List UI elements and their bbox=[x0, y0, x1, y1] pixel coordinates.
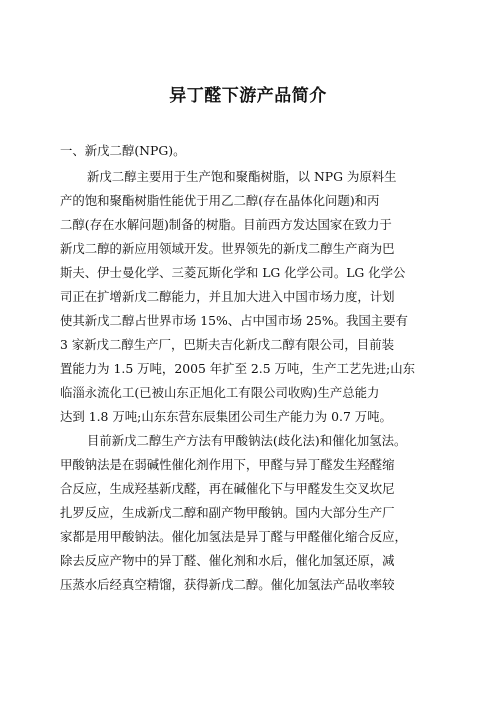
paragraph-line: 目前新戊二醇生产方法有甲酸钠法(歧化法)和催化加氢法。 bbox=[87, 433, 407, 448]
paragraph-line: 新戊二醇的新应用领域开发。世界领先的新戊二醇生产商为巴 bbox=[60, 241, 395, 256]
paragraph-line: 家都是用甲酸钠法。催化加氢法是异丁醛与甲醛催化缩合反应， bbox=[60, 529, 407, 544]
paragraph-line: 司正在扩增新戊二醇能力，并且加大进入中国市场力度，计划 bbox=[60, 289, 395, 304]
paragraph-line: 二醇(存在水解问题)制备的树脂。目前西方发达国家在致力于 bbox=[60, 217, 392, 232]
paragraph-line: 产的饱和聚酯树脂性能优于用乙二醇(存在晶体化问题)和丙 bbox=[60, 193, 380, 208]
document-title: 异丁醛下游产品简介 bbox=[169, 86, 327, 106]
paragraph-line: 使其新戊二醇占世界市场 15%、占中国市场 25%。我国主要有 bbox=[60, 313, 408, 328]
paragraph-line: 扎罗反应，生成新戊二醇和副产物甲酸钠。国内大部分生产厂 bbox=[60, 505, 395, 520]
paragraph-line: 达到 1.8 万吨;山东东营东辰集团公司生产能力为 0.7 万吨。 bbox=[60, 409, 392, 424]
paragraph-line: 置能力为 1.5 万吨，2005 年扩至 2.5 万吨，生产工艺先进;山东 bbox=[60, 361, 416, 376]
paragraph-line: 合反应，生成羟基新戊醛，再在碱催化下与甲醛发生交叉坎尼 bbox=[60, 481, 395, 496]
paragraph-line: 3 家新戊二醇生产厂，巴斯夫吉化新戊二醇有限公司，目前装 bbox=[60, 337, 394, 352]
paragraph-line: 压蒸水后经真空精馏，获得新戊二醇。催化加氢法产品收率较 bbox=[60, 577, 395, 592]
paragraph-line: 临淄永流化工(已被山东正旭化工有限公司收购)生产总能力 bbox=[60, 385, 380, 400]
paragraph-line: 甲酸钠法是在弱碱性催化剂作用下，甲醛与异丁醛发生羟醛缩 bbox=[60, 457, 395, 472]
paragraph-line: 斯夫、伊士曼化学、三菱瓦斯化学和 LG 化学公司。LG 化学公 bbox=[60, 265, 406, 280]
section-heading: 一、新戊二醇(NPG)。 bbox=[60, 143, 186, 158]
paragraph-line: 除去反应产物中的异丁醛、催化剂和水后，催化加氢还原，减 bbox=[60, 553, 395, 568]
paragraph-line: 新戊二醇主要用于生产饱和聚酯树脂，以 NPG 为原料生 bbox=[87, 169, 397, 184]
